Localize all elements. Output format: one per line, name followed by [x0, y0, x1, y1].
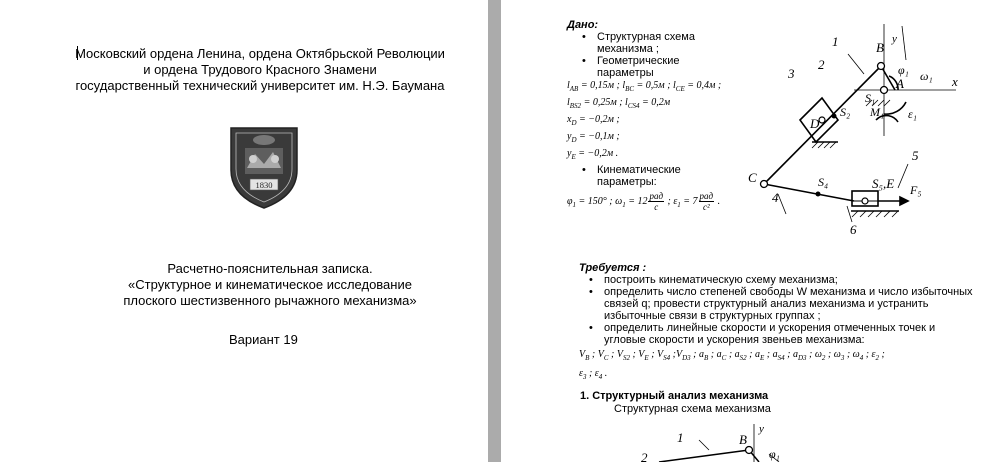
- label-phi1: φ₁: [898, 63, 909, 77]
- required-item-3: • определить линейные скорости и ускорения отмеченных точек и угловые скорости и ускорения звеньев механизма:: [579, 322, 979, 346]
- label-axis-x: x: [952, 74, 958, 89]
- label-point-b-2: B: [739, 432, 747, 447]
- formula-yd: $y_D = -0,1м$ ;: [567, 131, 620, 144]
- required-list: [579, 274, 979, 346]
- l-ce-value: 0,4м: [696, 80, 716, 91]
- formula-unknowns-2: $\varepsilon_3$ ; $\varepsilon_4$ .: [579, 368, 608, 381]
- l-bc-value: 0,5м: [645, 80, 665, 91]
- given-list-2: [567, 164, 737, 188]
- phi1-value: 150°: [587, 195, 607, 207]
- omega1-unit: [648, 191, 664, 212]
- eps1-unit: [699, 191, 715, 212]
- formula-xd: $x_D = -0,2м$ ;: [567, 114, 620, 127]
- label-point-a: A: [896, 76, 904, 91]
- institution-line-1: Московский ордена Ленина, ордена Октябрьской Революции: [75, 46, 445, 61]
- variant-label: Вариант 19: [229, 332, 298, 347]
- report-line-2: «Структурное и кинематическое исследование: [128, 277, 412, 292]
- label-point-c: C: [748, 170, 757, 185]
- mechanism-diagram: [734, 16, 996, 238]
- label-link-4: 4: [772, 190, 779, 205]
- label-link-6: 6: [850, 222, 857, 237]
- unit-rad-2: рад: [699, 191, 714, 201]
- page-2: [501, 0, 1000, 462]
- institution-line-3: государственный технический университет им. Н.Э. Баумана: [75, 78, 445, 93]
- label-axis-y: y: [892, 33, 897, 45]
- eps1-value: 7: [692, 195, 698, 207]
- x-d-value: −0,2м: [588, 114, 614, 125]
- unit-rad-1: рад: [649, 191, 663, 201]
- given-item-kinematic: • Кинематические параметры:: [567, 164, 737, 188]
- l-bs2-value: 0,25м: [592, 97, 617, 108]
- formula-lengths-1: $l_{AB} = 0,15м$ ; $l_{BC} = 0,5м$ ; $l_{CE} = 0,4м$ ;: [567, 80, 722, 93]
- institution-title: [60, 46, 460, 94]
- label-point-e: S₅,E: [872, 176, 895, 191]
- label-f5: F₅: [910, 183, 922, 197]
- l-cs4-value: 0,2м: [651, 97, 671, 108]
- omega1-value: 12: [637, 195, 648, 207]
- label-s1: S₁: [865, 91, 876, 105]
- required-item-1: • построить кинематическую схему механизма;: [579, 274, 979, 286]
- unit-s-1: с: [654, 202, 659, 212]
- formula-kinematics: $\varphi_1 = 150^\circ$ ; $\omega_1 = 12$ $\frac{\text{рад}}{с}$ ; $\varepsilon_1 = 7$ $\frac{\text{рад}}{\text{с²}}$ .: [567, 191, 721, 212]
- given-section: [567, 19, 737, 212]
- required-heading: Требуется :: [579, 262, 647, 274]
- report-title: [70, 261, 470, 309]
- label-omega1: ω₁: [920, 69, 933, 83]
- page-1: [0, 0, 488, 462]
- given-heading: Дано:: [567, 19, 599, 31]
- label-link-3: 3: [788, 66, 795, 81]
- label-point-d: D: [810, 116, 820, 131]
- label-link-5: 5: [912, 148, 919, 163]
- formula-lengths-2: $l_{BS2} = 0,25м$ ; $l_{CS4} = 0,2м$: [567, 97, 671, 110]
- label-axis-y-2: y: [759, 423, 764, 435]
- label-m1: M₁: [870, 105, 885, 119]
- y-e-value: −0,2м: [587, 148, 614, 159]
- section-subtitle: Структурная схема механизма: [614, 403, 771, 415]
- formula-unknowns-1: $V_B$ ; $V_C$ ; $V_{S2}$ ; $V_E$ ; $V_{S4}$ $;V_{D3}$ ; $a_B$ ; $a_C$ ; $a_{S2}$ ; $a_E$ ; $a_{S4}$ ; $a_{D3}$ ; $\omega_2$ ; $\omega_3$ ; $\omega_4$ ; $\varepsilon_2$ ;: [579, 349, 885, 362]
- label-eps1: ε₁: [908, 107, 917, 121]
- report-line-3: плоского шестизвенного рычажного механизма»: [123, 293, 417, 308]
- label-link-2: 2: [818, 57, 825, 72]
- university-emblem: [225, 124, 303, 210]
- mechanism-diagram-2: [619, 420, 819, 462]
- l-ab-value: 0,15м: [590, 80, 614, 91]
- unit-s2: с²: [702, 202, 710, 212]
- required-item-2: • определить число степеней свободы W механизма и число избыточных связей q; провести структурный анализ механизма и устранить избыточные связи в структурных группах ;: [579, 286, 979, 322]
- emblem-year: 1830: [255, 180, 273, 190]
- report-line-1: Расчетно-пояснительная записка.: [167, 261, 373, 276]
- label-s4: S₄: [818, 175, 829, 189]
- given-item-geometry: • Геометрические параметры: [567, 55, 737, 79]
- label-phi1-2: φ₁: [769, 447, 780, 461]
- formula-ye: $y_E = -0,2м$ .: [567, 148, 619, 161]
- given-list: [567, 31, 737, 79]
- label-link-1: 1: [832, 34, 839, 49]
- label-point-b: B: [876, 40, 884, 55]
- y-d-value: −0,1м: [588, 131, 614, 142]
- label-link-2-b: 2: [641, 450, 648, 462]
- label-s2: S₂: [840, 105, 851, 119]
- institution-line-2: и ордена Трудового Красного Знамени: [143, 62, 377, 77]
- given-item-structure: • Структурная схема механизма ;: [567, 31, 737, 55]
- label-link-1-b: 1: [677, 430, 684, 445]
- required-section: [579, 262, 979, 384]
- section-title: 1. Структурный анализ механизма: [580, 390, 769, 402]
